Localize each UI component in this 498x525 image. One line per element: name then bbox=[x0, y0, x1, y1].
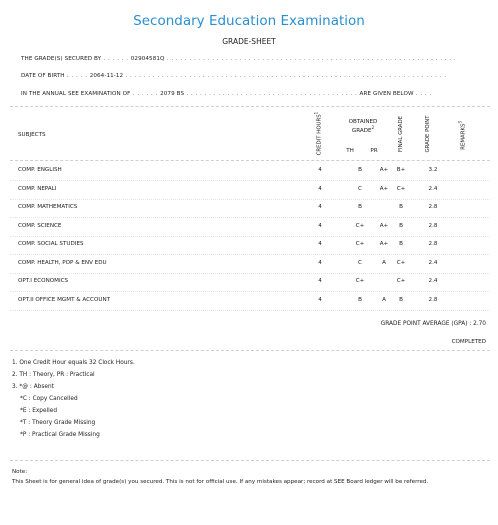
th-cell: B bbox=[358, 296, 362, 303]
symbol-number: 02904581Q bbox=[130, 56, 165, 62]
grade-point-cell: 2.8 bbox=[428, 222, 438, 229]
pr-cell: A bbox=[382, 259, 386, 266]
divider bbox=[10, 106, 490, 107]
th-cell: C bbox=[358, 259, 362, 266]
table-row bbox=[10, 162, 490, 181]
exam-year: 2079 BS bbox=[160, 91, 185, 97]
th-cell: B bbox=[358, 204, 362, 210]
table-row bbox=[10, 199, 490, 218]
exam-suffix: ARE GIVEN BELOW bbox=[359, 91, 414, 97]
dob-value: 2064-11-12 bbox=[89, 73, 124, 79]
credit-cell: 4 bbox=[318, 204, 322, 210]
note-item: 2. TH : Theory, PR : Practical bbox=[12, 372, 95, 378]
status-text: COMPLETED bbox=[451, 339, 486, 345]
footnote-label: Note: bbox=[12, 469, 28, 475]
grade-point-cell: 2.8 bbox=[428, 204, 438, 210]
grade-point-cell: 2.4 bbox=[428, 185, 438, 192]
note-item: 1. One Credit Hour equals 32 Clock Hours. bbox=[12, 360, 135, 366]
th-cell: B bbox=[358, 167, 362, 173]
divider bbox=[10, 460, 490, 461]
th-cell: C+ bbox=[355, 278, 365, 284]
table-row bbox=[10, 218, 490, 237]
footnote-text: This Sheet is for general idea of grade(s) you secured. This is not for official use. If any mistakes appear; record at SEE Board ledger will be referred. bbox=[12, 479, 429, 485]
footnote bbox=[12, 467, 487, 487]
subjects-header: SUBJECTS bbox=[18, 132, 46, 138]
credit-cell: 4 bbox=[318, 167, 322, 173]
subject-cell: COMP. HEALTH, POP & ENV EDU bbox=[18, 259, 107, 266]
dob-label: DATE OF BIRTH bbox=[21, 73, 65, 79]
subject-cell: COMP. MATHEMATICS bbox=[18, 204, 78, 210]
pr-cell: A bbox=[382, 296, 386, 303]
subject-cell: COMP. NEPALI bbox=[18, 185, 57, 192]
note-item: 3. *@ : Absent bbox=[12, 384, 54, 390]
grades-secured-line: THE GRADE(S) SECURED BY . . . . . . 02904581Q . . . . . . . . . . . . . . . . . . . . . . . . . . . . . . . . . . . . . . . . . . . . . . . . . . . . . . . . . . . . . . . . bbox=[21, 56, 457, 62]
remarks-header: REMARKS$^3$ bbox=[457, 121, 467, 150]
table-row bbox=[10, 236, 490, 255]
dob-line: DATE OF BIRTH . . . . . 2064-11-12 . . . . . . . . . . . . . . . . . . . . . . . . . . . . . . . . . . . . . . . . . . . . . . . . . . . . . . . . . . . . . . . . . . . . . . . bbox=[21, 73, 447, 79]
table-row bbox=[10, 273, 490, 292]
note-item: *C : Copy Cancelled bbox=[20, 396, 78, 402]
subject-cell: OPT.I ECONOMICS bbox=[18, 278, 69, 284]
exam-line: IN THE ANNUAL SEE EXAMINATION OF . . . . . . 2079 BS . . . . . . . . . . . . . . . . . . . . . . . . . . . . . . . . . . . . . . ARE GIVEN BELOW . . . . bbox=[21, 91, 432, 97]
exam-label: IN THE ANNUAL SEE EXAMINATION OF bbox=[21, 91, 131, 97]
final-grade-cell: C+ bbox=[396, 278, 406, 284]
credit-cell: 4 bbox=[318, 222, 322, 229]
credit-cell: 4 bbox=[318, 278, 322, 284]
final-grade-cell: C+ bbox=[396, 185, 406, 192]
table-header-divider bbox=[10, 160, 490, 161]
th-header: TH bbox=[346, 148, 354, 154]
divider bbox=[10, 350, 490, 351]
grade-point-cell: 2.8 bbox=[428, 241, 438, 247]
grade-point-cell: 2.4 bbox=[428, 259, 438, 266]
pr-header: PR bbox=[370, 148, 378, 154]
grade-point-cell: 2.8 bbox=[428, 296, 438, 303]
table-row bbox=[10, 255, 490, 274]
final-grade-cell: B bbox=[399, 222, 403, 229]
note-item: *P : Practical Grade Missing bbox=[20, 432, 100, 438]
th-cell: C+ bbox=[355, 241, 365, 247]
final-grade-cell: B bbox=[399, 241, 403, 247]
credit-cell: 4 bbox=[318, 185, 322, 192]
credit-hours-header: CREDIT HOURS$^1$ bbox=[313, 111, 323, 156]
subject-cell: COMP. ENGLISH bbox=[18, 167, 62, 173]
pr-cell: A+ bbox=[379, 222, 389, 229]
credit-cell: 4 bbox=[318, 296, 322, 303]
note-item: *T : Theory Grade Missing bbox=[20, 420, 96, 426]
th-cell: C+ bbox=[355, 222, 365, 229]
subject-cell: OPT.II OFFICE MGMT & ACCOUNT bbox=[18, 296, 111, 303]
final-grade-cell: C+ bbox=[396, 259, 406, 266]
obtained-grade-header: OBTAINED GRADE$^2$ bbox=[348, 119, 378, 134]
grade-point-header: GRADE POINT bbox=[425, 115, 431, 153]
subject-cell: COMP. SOCIAL STUDIES bbox=[18, 241, 84, 247]
final-grade-header: FINAL GRADE bbox=[398, 115, 404, 153]
grade-point-cell: 3.2 bbox=[428, 167, 438, 173]
grades-secured-label: THE GRADE(S) SECURED BY bbox=[21, 56, 102, 62]
final-grade-cell: B+ bbox=[396, 167, 406, 173]
pr-cell: A+ bbox=[379, 167, 389, 173]
page-subtitle: GRADE-SHEET bbox=[222, 37, 276, 46]
pr-cell: A+ bbox=[379, 241, 389, 247]
table-row bbox=[10, 181, 490, 200]
grade-point-cell: 2.4 bbox=[428, 278, 438, 284]
final-grade-cell: B bbox=[399, 204, 403, 210]
credit-cell: 4 bbox=[318, 241, 322, 247]
final-grade-cell: B bbox=[399, 296, 403, 303]
gpa-text: GRADE POINT AVERAGE (GPA) : 2.70 bbox=[380, 321, 486, 327]
page-title: Secondary Education Examination bbox=[133, 13, 365, 29]
table-row bbox=[10, 292, 490, 311]
pr-cell: A+ bbox=[379, 185, 389, 192]
note-item: *E : Expelled bbox=[20, 408, 58, 414]
credit-cell: 4 bbox=[318, 259, 322, 266]
subject-cell: COMP. SCIENCE bbox=[18, 222, 62, 229]
th-cell: C bbox=[358, 185, 362, 192]
